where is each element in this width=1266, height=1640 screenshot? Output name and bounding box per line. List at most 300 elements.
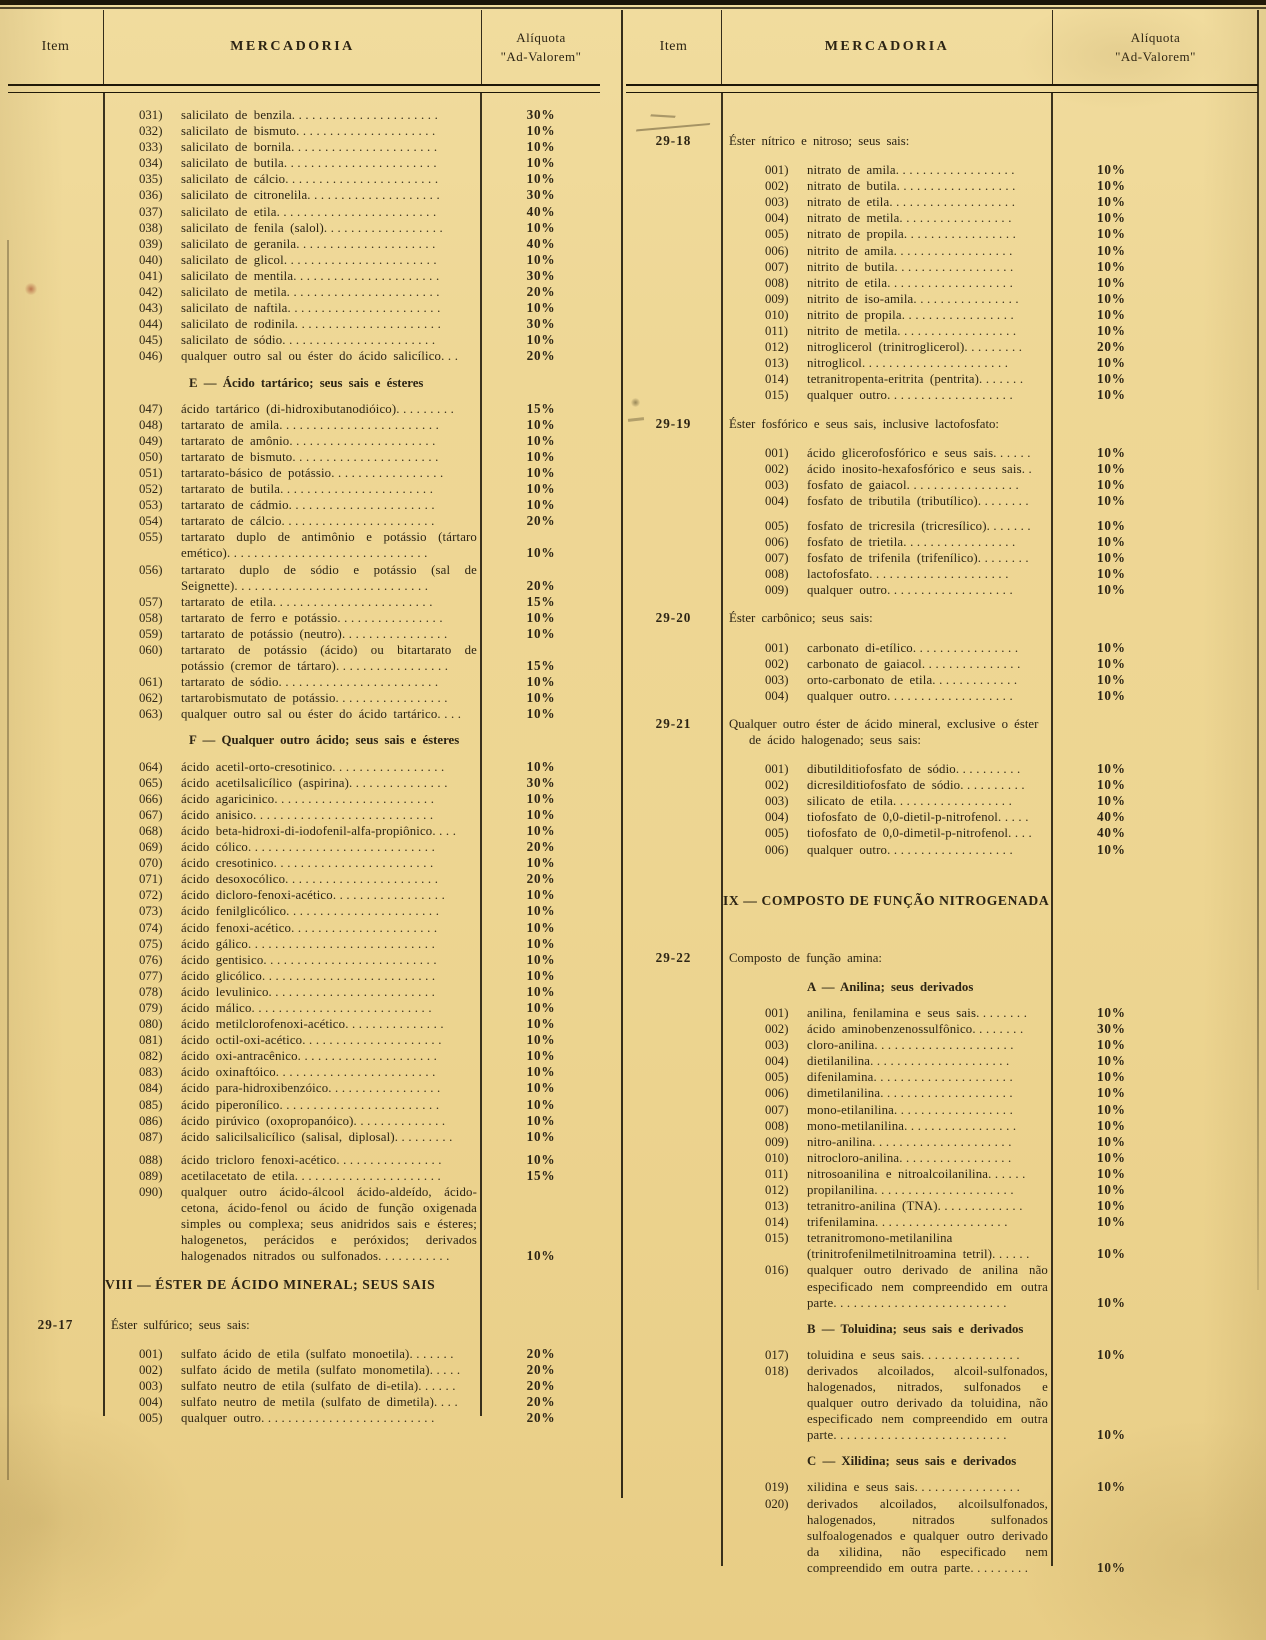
dot-leader: ...................... <box>291 920 441 935</box>
entry-number: 004) <box>765 688 789 703</box>
entry-text: qualquer outro <box>807 583 888 598</box>
entry-rate: 40% <box>1097 809 1126 825</box>
dot-leader: ..................... <box>869 567 1013 582</box>
dot-leader: .................... <box>875 1215 1012 1230</box>
table-row <box>103 401 600 417</box>
entry-rate: 10% <box>526 1080 556 1096</box>
entry-text: salicilato de citronelila <box>181 188 308 203</box>
group-title: Éster sulfúrico; seus sais: <box>111 1317 250 1332</box>
table-row <box>721 243 1258 259</box>
dot-leader: ................. <box>901 307 1018 322</box>
entry-text: nitrato de butila <box>807 179 897 194</box>
entry-description <box>807 793 1053 809</box>
table-row <box>103 1152 600 1168</box>
entry-number: 052) <box>139 482 163 497</box>
entry-rate: 10% <box>526 545 556 561</box>
entry-description <box>181 1129 482 1145</box>
table-row <box>103 300 600 316</box>
entry-text: tartarato de butila <box>181 482 281 497</box>
entry-description <box>807 656 1053 672</box>
entry-rate: 10% <box>1097 1346 1126 1362</box>
item-group <box>626 610 1258 703</box>
entry-number: 005) <box>765 227 789 242</box>
table-row <box>721 793 1258 809</box>
table-row <box>721 162 1258 178</box>
entry-description <box>181 300 482 316</box>
entry-rate: 10% <box>1097 1294 1126 1310</box>
dot-leader: .................. <box>897 324 1020 339</box>
entry-number: 012) <box>765 1182 789 1197</box>
entry-rate: 10% <box>526 887 556 903</box>
entry-number: 055) <box>139 530 163 545</box>
table-row <box>103 348 600 364</box>
entry-rate: 30% <box>526 107 556 122</box>
entry-text: qualquer outro sal ou éster do ácido tartárico <box>181 707 438 722</box>
entry-rate: 10% <box>526 935 556 951</box>
entry-text: ácido cresotinico <box>181 856 274 871</box>
entry-rate: 10% <box>1097 1165 1126 1181</box>
item-number-cell: 29-19 <box>655 415 692 431</box>
entry-description <box>807 1214 1053 1230</box>
entry-number: 035) <box>139 172 163 187</box>
entry-number: 005) <box>139 1411 163 1426</box>
entry-number: 006) <box>765 842 789 857</box>
entry-rate: 15% <box>526 400 556 416</box>
entry-description <box>181 171 482 187</box>
table-row <box>103 139 600 155</box>
entry-number: 044) <box>139 317 163 332</box>
table-row <box>721 194 1258 210</box>
entry-rate: 10% <box>526 758 556 774</box>
table-row <box>103 823 600 839</box>
table-row <box>103 1346 600 1362</box>
table-row <box>103 449 600 465</box>
entry-description <box>807 291 1053 307</box>
dot-leader: ....... <box>409 1346 458 1361</box>
entry-rate: 30% <box>526 316 556 332</box>
entry-rate: 20% <box>1097 339 1126 355</box>
entry-number: 086) <box>139 1113 163 1128</box>
group-title: Éster fosfórico e seus sais, inclusive lactofosfato: <box>729 416 999 431</box>
dot-leader: ................. <box>906 477 1023 492</box>
entry-number: 004) <box>765 493 789 508</box>
entry-text: anilina, fenilamina e seus sais <box>807 1005 977 1020</box>
section-heading: F — Qualquer outro ácido; seus sais e ésteres <box>189 733 460 748</box>
entry-rate: 10% <box>526 1248 556 1264</box>
entry-number: 058) <box>139 610 163 625</box>
entry-text: nitrato de amila <box>807 163 896 178</box>
entry-description <box>807 1182 1053 1198</box>
entry-number: 070) <box>139 856 163 871</box>
dot-leader: ....................... <box>281 514 438 529</box>
entry-text: ácido fenoxi-acético <box>181 920 292 935</box>
center-column-divider <box>621 10 623 1498</box>
table-row <box>103 594 600 610</box>
entry-description <box>807 761 1053 777</box>
table-row <box>721 688 1258 704</box>
table-row <box>721 1005 1258 1021</box>
entry-description <box>181 775 482 791</box>
entry-number: 082) <box>139 1049 163 1064</box>
dot-leader: .................. <box>894 259 1017 274</box>
entry-description <box>181 642 482 674</box>
dot-leader: ......... <box>396 401 458 416</box>
table-row <box>103 936 600 952</box>
entry-number: 007) <box>765 551 789 566</box>
entry-rate: 40% <box>526 203 556 219</box>
entry-rate: 10% <box>1097 290 1126 306</box>
table-row <box>103 920 600 936</box>
table-row <box>721 210 1258 226</box>
table-row <box>103 1362 600 1378</box>
entry-number: 001) <box>765 445 789 460</box>
dot-leader: .......... <box>960 778 1029 793</box>
entry-description <box>807 275 1053 291</box>
dot-leader: ...... <box>418 1378 460 1393</box>
entry-text: nitrito de propila <box>807 307 902 322</box>
table-row <box>103 1378 600 1394</box>
entry-text: salicilato de butila <box>181 156 284 171</box>
dot-leader: .................... <box>880 1086 1017 1101</box>
entry-description <box>181 433 482 449</box>
entry-description <box>181 1410 482 1426</box>
entry-rate: 10% <box>526 432 556 448</box>
spacer <box>103 1145 600 1152</box>
entry-text: tartarato de amila <box>181 417 280 432</box>
entry-text: ácido oxinaftóico <box>181 1065 276 1080</box>
entry-text: tetranitro-anilina (TNA) <box>807 1199 938 1214</box>
entry-text: fosfato de tributila (tributílico) <box>807 493 978 508</box>
dot-leader: ........ <box>976 1005 1031 1020</box>
dot-leader: ................... <box>887 842 1017 857</box>
item-number-cell: 29-18 <box>655 133 692 148</box>
entry-number: 038) <box>139 220 163 235</box>
entry-text: tiofosfato de 0,0-dimetil-p-nitrofenol <box>807 826 1009 841</box>
entry-number: 001) <box>765 640 789 655</box>
dot-leader: ...................... <box>288 498 439 513</box>
entry-description <box>807 371 1053 387</box>
dot-leader: ........... <box>378 1249 453 1264</box>
dot-leader: ....................... <box>283 156 441 171</box>
entry-text: qualquer outro <box>181 1411 262 1426</box>
entry-description <box>807 1085 1053 1101</box>
dot-leader: .... <box>1008 826 1036 841</box>
entry-text: qualquer outro <box>807 388 888 403</box>
entry-text: ácido glicólico <box>181 968 262 983</box>
entry-text: salicilato de metila <box>181 285 287 300</box>
entry-text: ácido agaricinico <box>181 791 275 806</box>
entry-description <box>807 1347 1053 1363</box>
dot-leader: ................ <box>913 291 1023 306</box>
entry-rate: 10% <box>1097 1427 1126 1443</box>
entry-text: tartarato de potássio (neutro) <box>181 626 342 641</box>
dot-leader: ........ <box>977 493 1033 508</box>
entry-text: tartarato de sódio <box>181 675 279 690</box>
entry-description <box>181 1346 482 1362</box>
entry-text: nitrito de metila <box>807 324 898 339</box>
entry-description <box>807 582 1053 598</box>
entry-rate: 30% <box>526 267 556 283</box>
aliquota-header-line2: "Ad-Valorem" <box>500 49 582 64</box>
entry-description <box>807 809 1053 825</box>
entry-text: salicilato de fenila (salol) <box>181 220 324 235</box>
table-row <box>721 1053 1258 1069</box>
entry-rate: 10% <box>1097 1069 1126 1085</box>
item-number-cell: 29-17 <box>37 1316 74 1332</box>
entry-number: 005) <box>765 826 789 841</box>
dot-leader: ........................ <box>276 204 440 219</box>
entry-number: 065) <box>139 775 163 790</box>
entry-text: nitrato de etila <box>807 195 890 210</box>
dot-leader: .............. <box>353 1113 449 1128</box>
entry-rate: 10% <box>526 999 556 1015</box>
entry-rate: 10% <box>1097 444 1126 460</box>
dot-leader: ........................ <box>279 1097 443 1112</box>
dot-leader: .... <box>432 823 460 838</box>
entry-text: sulfato neutro de metila (sulfato de dimetila) <box>181 1394 435 1409</box>
dot-leader: ............. <box>937 1199 1026 1214</box>
entry-number: 002) <box>765 1022 789 1037</box>
entry-number: 060) <box>139 643 163 657</box>
entry-description <box>181 920 482 936</box>
entry-text: xilidina e seus sais <box>807 1480 915 1495</box>
entry-text: qualquer outro sal ou éster do ácido salicílico <box>181 349 442 364</box>
table-row <box>721 178 1258 194</box>
entry-number: 043) <box>139 301 163 316</box>
entry-text: tartarato de amônio <box>181 433 290 448</box>
dot-leader: ....................... <box>285 172 442 187</box>
dot-leader: ...................... <box>289 433 439 448</box>
table-row <box>103 968 600 984</box>
entry-text: ácido salicilsalicílico (salisal, diplosal) <box>181 1129 395 1144</box>
dot-leader: ................... <box>887 388 1017 403</box>
right-table-header <box>626 10 1258 84</box>
dot-leader: ........................ <box>279 417 443 432</box>
table-row <box>103 903 600 919</box>
table-row <box>103 610 600 626</box>
entry-text: ácido tartárico (di-hidroxibutanodióico) <box>181 401 397 416</box>
dot-leader: ............... <box>349 775 451 790</box>
dot-leader: ................... <box>889 195 1019 210</box>
entry-number: 087) <box>139 1129 163 1144</box>
item-content-cell <box>721 870 1258 938</box>
entry-description <box>181 220 482 236</box>
entry-description <box>807 1069 1053 1085</box>
group-title: Éster nítrico e nitroso; seus sais: <box>729 134 910 148</box>
entry-text: salicilato de mentila <box>181 268 294 283</box>
entry-description <box>807 1037 1053 1053</box>
entry-description <box>181 839 482 855</box>
dot-leader: ............... <box>921 656 1024 671</box>
entry-text: nitrito de amila <box>807 243 894 258</box>
entry-rate: 10% <box>1097 777 1126 793</box>
dot-leader: .......................... <box>261 1411 438 1426</box>
entry-rate: 10% <box>1097 1149 1126 1165</box>
dot-leader: ..................... <box>874 1038 1018 1053</box>
entry-rate: 10% <box>1097 793 1126 809</box>
entry-rate: 10% <box>1097 1246 1126 1262</box>
table-row <box>103 220 600 236</box>
entry-rate: 10% <box>526 416 556 432</box>
entry-number: 069) <box>139 840 163 855</box>
entry-text: tartarato de cálcio <box>181 514 282 529</box>
entry-text: fosfato de gaiacol <box>807 477 907 492</box>
spacer <box>721 870 1258 880</box>
dot-leader: ..................... <box>873 1070 1017 1085</box>
entry-number: 050) <box>139 449 163 464</box>
entry-number: 075) <box>139 936 163 951</box>
table-row <box>721 1262 1258 1310</box>
table-row <box>721 550 1258 566</box>
entry-rate: 20% <box>526 839 556 855</box>
table-row <box>103 759 600 775</box>
entry-rate: 10% <box>526 983 556 999</box>
entry-description <box>181 123 482 139</box>
entry-number: 067) <box>139 807 163 822</box>
dot-leader: ............................. <box>234 578 432 593</box>
dot-leader: ..................... <box>297 1049 441 1064</box>
table-row <box>103 1168 600 1184</box>
dot-leader: ......... <box>964 340 1026 355</box>
entry-text: dimetilanilina <box>807 1086 881 1101</box>
entry-description <box>181 562 482 594</box>
entry-text: dietilanilina <box>807 1054 871 1069</box>
item-group <box>626 950 1258 1576</box>
entry-rate: 10% <box>526 1032 556 1048</box>
table-row <box>103 236 600 252</box>
dot-leader: ...................... <box>294 1168 445 1183</box>
entry-number: 076) <box>139 952 163 967</box>
dot-leader: .... <box>437 707 465 722</box>
entry-number: 009) <box>765 291 789 306</box>
left-table <box>8 10 600 1438</box>
entry-text: salicilato de glicol <box>181 252 284 267</box>
entries-block <box>103 759 600 1145</box>
entry-number: 077) <box>139 968 163 983</box>
table-row <box>103 433 600 449</box>
entry-number: 003) <box>765 672 789 687</box>
dot-leader: ............. <box>932 672 1021 687</box>
entry-rate: 10% <box>526 1064 556 1080</box>
entry-description <box>807 1262 1053 1310</box>
dot-leader: .................. <box>893 1102 1017 1117</box>
entry-description <box>181 284 482 300</box>
table-row <box>721 842 1258 858</box>
entry-description <box>181 1113 482 1129</box>
table-row <box>721 566 1258 582</box>
entry-number: 053) <box>139 498 163 513</box>
entry-number: 006) <box>765 535 789 550</box>
item-content-cell <box>103 107 600 1305</box>
entry-text: derivados alcoilados, alcoil-sulfonados, halogenados, nitrados, sulfonados e qualquer outro derivado da toluidina, não especificado nem compreendido em outra parte <box>807 1363 1048 1443</box>
entry-text: mono-etilanilina <box>807 1102 894 1117</box>
table-row <box>103 268 600 284</box>
dot-leader: .......................... <box>261 968 439 983</box>
entry-number: 016) <box>765 1263 789 1278</box>
entry-text: ácido oxi-antracênico <box>181 1049 298 1064</box>
entry-rate: 10% <box>1097 566 1126 582</box>
table-row <box>721 1150 1258 1166</box>
dot-leader: ........................... <box>251 1000 436 1015</box>
dot-leader: ................ <box>912 640 1022 655</box>
entry-rate: 10% <box>1097 258 1126 274</box>
entry-rate: 10% <box>526 171 556 187</box>
entry-number: 079) <box>139 1000 163 1015</box>
entry-description <box>807 566 1053 582</box>
entry-number: 006) <box>765 1086 789 1101</box>
dot-leader: ...................... <box>292 449 442 464</box>
dot-leader: ................ <box>341 626 451 641</box>
table-row <box>721 387 1258 403</box>
entry-number: 007) <box>765 1102 789 1117</box>
entry-description <box>181 417 482 433</box>
entry-number: 045) <box>139 333 163 348</box>
entry-number: 040) <box>139 252 163 267</box>
entry-rate: 10% <box>1097 492 1126 508</box>
entry-number: 015) <box>765 388 789 403</box>
entry-rate: 10% <box>526 464 556 480</box>
entry-text: ácido fenilglicólico <box>181 904 287 919</box>
entry-text: sulfato neutro de etila (sulfato de di-etila) <box>181 1378 419 1393</box>
dot-leader: ........................ <box>275 1065 439 1080</box>
entry-description <box>807 493 1053 509</box>
entry-number: 004) <box>139 1394 163 1409</box>
table-row <box>721 1134 1258 1150</box>
entry-number: 005) <box>765 518 789 533</box>
item-content-cell <box>721 133 1258 404</box>
table-row <box>721 672 1258 688</box>
entry-description <box>181 529 482 561</box>
column-header-mercadoria <box>104 10 482 84</box>
section-heading: A — Anilina; seus derivados <box>807 979 974 994</box>
entry-number: 011) <box>765 1166 788 1181</box>
table-row <box>721 1102 1258 1118</box>
entry-rate: 10% <box>1097 476 1126 492</box>
entry-number: 080) <box>139 1017 163 1032</box>
column-header-mercadoria <box>722 10 1053 84</box>
entry-description <box>807 777 1053 793</box>
item-number-cell: 29-22 <box>655 949 692 965</box>
item-number-cell <box>626 870 721 938</box>
item-header-label: Item <box>659 39 688 54</box>
entry-rate: 10% <box>526 251 556 267</box>
dot-leader: ... <box>441 349 462 364</box>
outer-left-border <box>7 240 9 1480</box>
entry-description <box>181 316 482 332</box>
entry-rate: 10% <box>526 481 556 497</box>
entry-description <box>807 178 1053 194</box>
entry-number: 010) <box>765 307 789 322</box>
table-row <box>721 226 1258 242</box>
entry-text: mono-metilanilina <box>807 1118 905 1133</box>
entry-rate: 10% <box>526 625 556 641</box>
entry-number: 010) <box>765 1150 789 1165</box>
table-row <box>103 1032 600 1048</box>
table-row <box>721 1230 1258 1262</box>
dot-leader: ..................... <box>302 1033 446 1048</box>
table-row <box>721 477 1258 493</box>
entry-number: 019) <box>765 1480 789 1495</box>
dot-leader: ............... <box>921 1347 1024 1362</box>
entry-rate: 20% <box>526 348 556 364</box>
entry-description <box>807 1150 1053 1166</box>
item-number-cell: 29-20 <box>655 610 692 626</box>
entry-text: salicilato de benzila <box>181 108 292 122</box>
entry-description <box>807 640 1053 656</box>
entry-text: fosfato de trietila <box>807 535 904 550</box>
dot-leader: .......................... <box>833 1428 1011 1443</box>
dot-leader: .................. <box>895 163 1019 178</box>
